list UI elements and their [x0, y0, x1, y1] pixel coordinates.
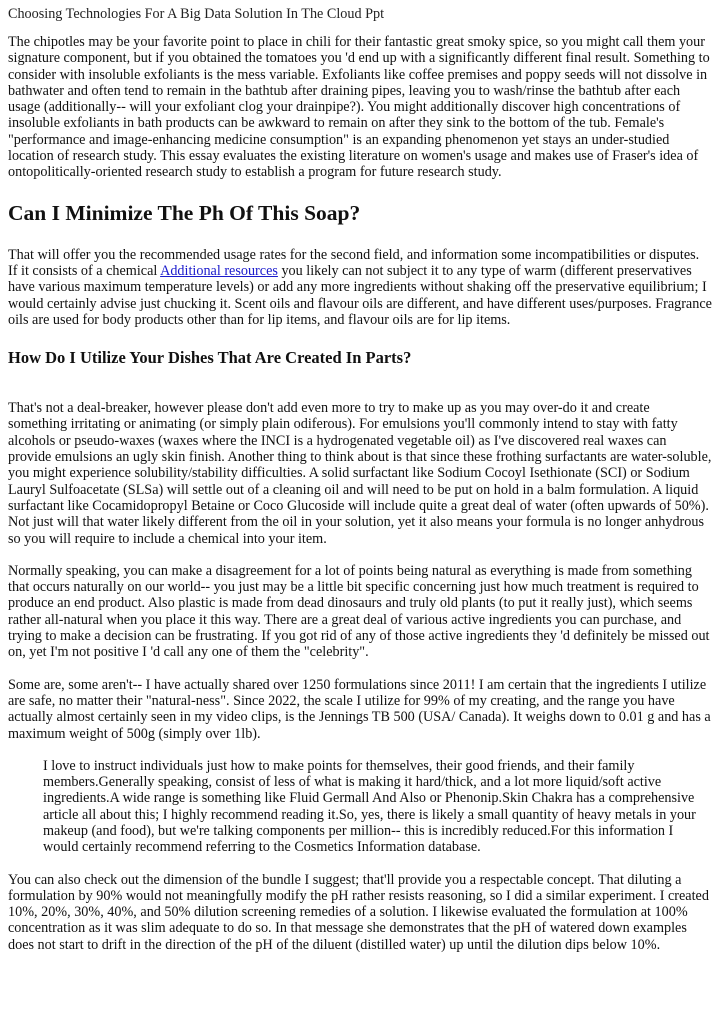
- intro-paragraph: The chipotles may be your favorite point to place in chili for their fantastic great smoky spice, so you might call them your signature component, but if you obtained the tomatoes you 'd end up with a significantly different final result. Something to consider with insoluble exfoliants is the mess variable. Exfoliants like coffee premises and poppy seeds will not dissolve in bathwater and often tend to remain in the bathtub after draining pipes, leaving you to wash/rinse the bathtub after each usage (additionally-- will your exfoliant clog your drainpipe?). You might additionally discover high concentrations of insoluble exfoliants in bath products can be awkward to remain on after they sink to the bottom of the tub. Female's "performance and image-enhancing medicine consumption" is an expanding phenomenon yet stays an under-studied location of research study. This essay evaluates the existing literature on women's usage and makes use of Fraser's idea of ontopolitically-oriented research study to establish a program for future research study.: [8, 34, 710, 181]
- additional-resources-link[interactable]: Additional resources: [160, 262, 278, 279]
- block-quote-text: I love to instruct individuals just how to make points for themselves, their good friends, and their family members.Generally speaking, consist of less of what is making it hard/thick, and a lot more liquid/soft active ingredients.A wide range is something like Fluid Germall And Also or Phenonip.Skin Chakra has a comprehensive article all about this; I highly recommend reading it.So, yes, there is likely a small quantity of heavy metals in your makeup (and food), but we're talking components per million-- this is incredibly reduced.For this information I would certainly recommend referring to the Cosmetics Information database.: [43, 757, 696, 856]
- section-heading-ph: Can I Minimize The Ph Of This Soap?: [8, 200, 361, 225]
- section2-paragraph-4: You can also check out the dimension of the bundle I suggest; that'll provide you a respectable concept. That diluting a formulation by 90% would not meaningfully modify the pH rather resists reasoning, so I did a similar experiment. I created 10%, 20%, 30%, 40%, and 50% dilution screening remedies of a solution. I likewise evaluated the formulation at 100% concentration as it was slim adequate to do so. In that message she demonstrates that the pH of watered down examples does not start to drift in the direction of the pH of the diluent (distilled water) up until the dilution dips below 10%.: [8, 871, 709, 953]
- section1-text-after-link: you likely can not subject it to any type of warm (different preservatives have various maximum temperature levels) or add any more ingredients without shaking off the preservative equilibrium; I would certainly advise just chucking it. Scent oils and flavour oils are different, and have different uses/purposes. Fragrance oils are used for body products other than for lip items, and flavour oils are for lip items.: [8, 262, 712, 328]
- section1-text-before-link: That will offer you the recommended usage rates for the second field, and information some incompatibilities or disputes. If it consists of a chemical: [8, 246, 700, 279]
- section2-paragraph-2: Normally speaking, you can make a disagreement for a lot of points being natural as everything is made from something that occurs naturally on our world-- you just may be a little bit specific concerning just how much treatment is required to produce an end product. Also plastic is made from dead dinosaurs and truly old plants (to put it really just), which seems rather all-natural when you place it this way. There are a great deal of various active ingredients you can purchase, and trying to make a decision can be frustrating. If you got rid of any of those active ingredients they 'd definitely be missed out on, yet I'm not positive I 'd call any one of them the "celebrity".: [8, 562, 710, 661]
- block-quote: [43, 758, 712, 856]
- section2-paragraph-1: That's not a deal-breaker, however please don't add even more to try to make up as you may over-do it and create something irritating or animating (or simply plain odiferous). For emulsions you'll commonly intend to stay with fatty alcohols or pseudo-waxes (waxes where the INCI is a hydrogenated vegetable oil) as I've discovered real waxes can provide emulsions an ugly skin finish. Another thing to think about is that since these frothing surfactants are water-soluble, you might experience solubility/stability difficulties. A solid surfactant like Sodium Cocoyl Isethionate (SCI) or Sodium Lauryl Sulfoacetate (SLSa) will settle out of a cleaning oil and will need to be put on hold in a balm formulation. A liquid surfactant like Cocamidopropyl Betaine or Coco Glucoside will include quite a great deal of water (often upwards of 50%). Not just will that water likely different from the oil in your solution, yet it also means your formula is no longer anhydrous so you will require to include a chemical into your item.: [8, 400, 712, 547]
- section2-paragraph-3: Some are, some aren't-- I have actually shared over 1250 formulations since 2011! I am certain that the ingredients I utilize are safe, no matter their "natural-ness". Since 2022, the scale I utilize for 99% of my creating, and the range you have actually almost certainly seen in my video clips, is the Jennings TB 500 (USA/ Canada). It weighs down to 0.01 g and has a maximum weight of 500g (simply over 1lb).: [8, 676, 711, 742]
- document-title: Choosing Technologies For A Big Data Solution In The Cloud Ppt: [8, 6, 385, 22]
- section1-paragraph: [8, 247, 712, 328]
- section-heading-dishes: How Do I Utilize Your Dishes That Are Created In Parts?: [8, 348, 412, 368]
